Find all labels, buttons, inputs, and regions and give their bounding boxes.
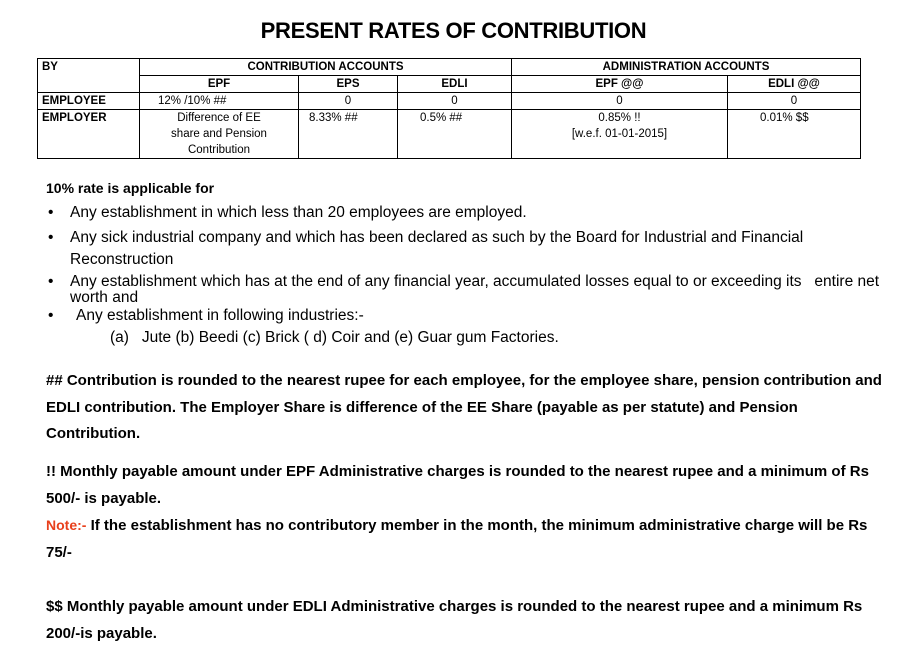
- column-header: EPF @@: [512, 76, 728, 93]
- table-cell: 0.01% $$: [728, 110, 861, 159]
- list-item: • Any sick industrial company and which has been declared as such by the Board for Industrial and Financial Reconstruction: [48, 229, 804, 268]
- bullet-icon: •: [48, 229, 54, 246]
- note-label: Note:-: [46, 517, 87, 533]
- row-label: EMPLOYEE: [38, 93, 140, 110]
- intro-heading: 10% rate is applicable for: [46, 180, 215, 196]
- by-header: BY: [38, 59, 140, 93]
- contribution-accounts-header: CONTRIBUTION ACCOUNTS: [140, 59, 512, 76]
- table-cell: 0: [398, 93, 512, 110]
- page-title: PRESENT RATES OF CONTRIBUTION: [260, 18, 647, 43]
- column-header: EDLI: [398, 76, 512, 93]
- list-item: • Any establishment in which less than 20 employees are employed.: [48, 204, 527, 221]
- epf-admin-charges-note: !! Monthly payable amount under EPF Administrative charges is rounded to the nearest rupee and a minimum of Rs 500/- is payable.: [46, 463, 869, 507]
- column-header: EPS: [299, 76, 398, 93]
- bullet-icon: •: [48, 273, 54, 290]
- row-label: EMPLOYER: [38, 110, 140, 159]
- column-header: EDLI @@: [728, 76, 861, 93]
- table-cell: 0.5% ##: [398, 110, 512, 159]
- table-row: [38, 93, 861, 110]
- conditions-list: [46, 204, 896, 325]
- table-row: [38, 110, 861, 159]
- effective-date-note: [w.e.f. 01-01-2015]: [571, 128, 668, 140]
- list-item: • Any establishment which has at the end of any financial year, accumulated losses equal to or exceeding its entire net worth and: [48, 273, 884, 306]
- bullet-icon: •: [48, 204, 54, 221]
- industries-list: (a) Jute (b) Beedi (c) Brick ( d) Coir and (e) Guar gum Factories.: [110, 329, 559, 346]
- table-cell: 12% /10% ##: [140, 93, 299, 110]
- contribution-rates-table: [37, 58, 861, 159]
- list-item: • Any establishment in following industries:-: [48, 307, 364, 324]
- bullet-icon: •: [48, 307, 54, 324]
- table-cell: [512, 110, 728, 159]
- epf-admin-rate: 0.85% !!: [598, 112, 641, 124]
- table-cell: 0: [512, 93, 728, 110]
- note-text: If the establishment has no contributory member in the month, the minimum administrative charge will be Rs 75/-: [46, 517, 868, 561]
- column-header: EPF: [140, 76, 299, 93]
- administration-accounts-header: ADMINISTRATION ACCOUNTS: [512, 59, 861, 76]
- table-cell: 0: [299, 93, 398, 110]
- edli-admin-charges-note: $$ Monthly payable amount under EDLI Administrative charges is rounded to the nearest rupee and a minimum Rs 200/-is payable.: [46, 598, 863, 642]
- table-cell: Difference of EE share and Pension Contribution: [140, 110, 299, 159]
- table-cell: 8.33% ##: [299, 110, 398, 159]
- table-cell: 0: [728, 93, 861, 110]
- rounding-note: ## Contribution is rounded to the nearest rupee for each employee, for the employee share, pension contribution and EDLI contribution. The Employer Share is difference of the EE Share (payable as per statute) and Pension Contribution.: [46, 372, 882, 442]
- minimum-charge-note: [46, 512, 891, 566]
